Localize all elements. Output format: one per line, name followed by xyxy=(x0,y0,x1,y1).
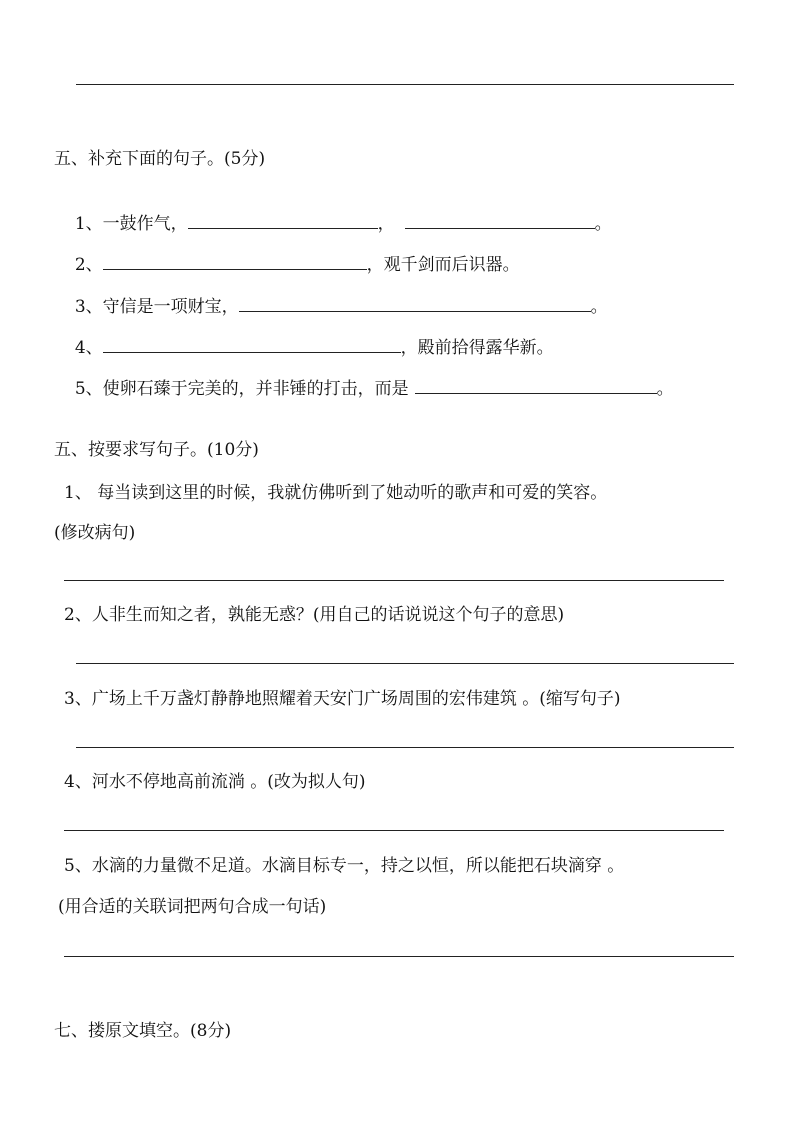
item-text: ，观千剑而后识器。 xyxy=(366,255,520,275)
item-text: 。 xyxy=(594,214,612,234)
item-number: 3、 xyxy=(74,297,103,317)
item-number: 2、 xyxy=(74,255,103,275)
section-heading-fill-sentences: 五、补充下面的句子。(5分) xyxy=(54,149,266,169)
item-text: 一鼓作气， xyxy=(102,214,188,234)
fill-item-1 xyxy=(64,190,612,235)
item-text: 使卵石臻于完美的，并非锤的打击，而是 xyxy=(102,379,409,399)
question-5: 5、水滴的力量微不足道。水滴目标专一，持之以恒，所以能把石块滴穿 。 xyxy=(64,856,625,876)
question-1: 1、 每当读到这里的时候，我就仿佛听到了她动听的歌声和可爱的笑容。 xyxy=(64,483,608,503)
answer-blank[interactable] xyxy=(103,253,367,270)
fill-item-4 xyxy=(64,314,554,359)
question-3: 3、广场上千万盏灯静静地照耀着天安门广场周围的宏伟建筑 。(缩写句子) xyxy=(64,689,621,709)
answer-line-q4[interactable] xyxy=(64,830,724,831)
answer-line-q3[interactable] xyxy=(76,747,734,748)
fill-item-5 xyxy=(64,355,674,400)
fill-item-3 xyxy=(64,273,608,318)
item-text: 。 xyxy=(656,379,674,399)
section-heading-write-sentences: 五、按要求写句子。(10分) xyxy=(54,440,259,460)
answer-line-q1[interactable] xyxy=(64,580,724,581)
answer-blank[interactable] xyxy=(188,212,378,229)
answer-blank[interactable] xyxy=(405,212,595,229)
item-number: 5、 xyxy=(74,379,103,399)
question-5-note: (用合适的关联词把两句合成一句话) xyxy=(58,897,327,917)
item-text: 守信是一项财宝， xyxy=(102,297,239,317)
item-text: ， xyxy=(377,214,395,234)
item-number: 4、 xyxy=(74,338,103,358)
section-heading-fill-original: 七、搂原文填空。(8分) xyxy=(54,1021,232,1041)
answer-line-top[interactable] xyxy=(76,84,734,85)
item-text: ，殿前拾得露华新。 xyxy=(400,338,554,358)
answer-blank[interactable] xyxy=(239,295,591,312)
question-4: 4、河水不停地高前流淌 。(改为拟人句) xyxy=(64,772,366,792)
answer-line-q5[interactable] xyxy=(64,956,734,957)
question-2: 2、人非生而知之者，孰能无惑？(用自己的话说说这个句子的意思) xyxy=(64,605,565,625)
question-1-note: (修改病句) xyxy=(54,523,136,543)
item-number: 1、 xyxy=(74,214,103,234)
answer-line-q2[interactable] xyxy=(76,663,734,664)
answer-blank[interactable] xyxy=(103,336,401,353)
fill-item-2 xyxy=(64,231,520,276)
answer-blank[interactable] xyxy=(415,377,657,394)
item-text: 。 xyxy=(590,297,608,317)
